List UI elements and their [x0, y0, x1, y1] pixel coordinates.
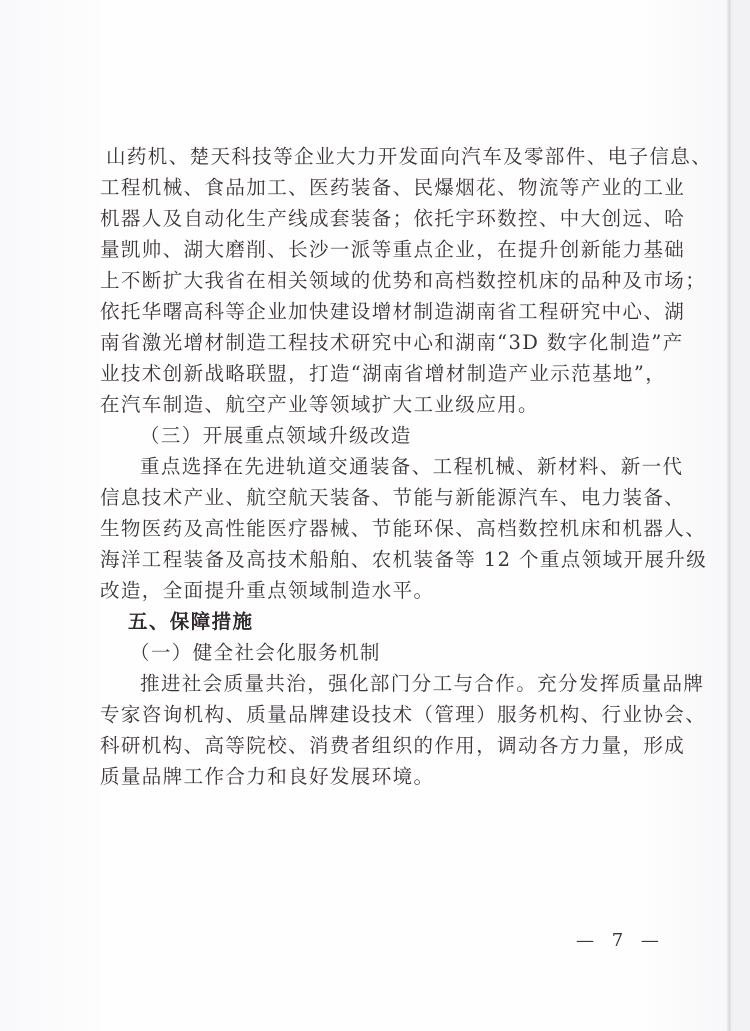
text-line: 海洋工程装备及高技术船舶、农机装备等 12 个重点领域开展升级: [100, 548, 708, 571]
text-line: 工程机械、食品加工、医药装备、民爆烟花、物流等产业的工业: [100, 176, 686, 199]
text-line: 上不断扩大我省在相关领域的优势和高档数控机床的品种及市场；: [100, 269, 707, 292]
text-line: 重点选择在先进轨道交通装备、工程机械、新材料、新一代: [140, 455, 684, 478]
text-line: 推进社会质量共治，强化部门分工与合作。充分发挥质量品牌: [140, 672, 705, 695]
text-line: 质量品牌工作合力和良好发展环境。: [100, 765, 435, 788]
text-line: 山药机、楚天科技等企业大力开发面向汽车及零部件、电子信息、: [106, 145, 713, 168]
text-line: 机器人及自动化生产线成套装备；依托宇环数控、中大创远、哈: [100, 207, 686, 230]
subheading-3: （三）开展重点领域升级改造: [140, 424, 412, 447]
text-line: 生物医药及高性能医疗器械、节能环保、高档数控机床和机器人、: [100, 517, 707, 540]
text-line: 在汽车制造、航空产业等领域扩大工业级应用。: [100, 393, 539, 416]
section-heading: 五、保障措施: [128, 610, 254, 633]
text-line: 南省激光增材制造工程技术研究中心和湖南“3D 数字化制造”产: [100, 331, 684, 354]
document-body: [100, 141, 713, 792]
text-line: 依托华曙高科等企业加快建设增材制造湖南省工程研究中心、湖: [100, 300, 686, 323]
page-edge: [732, 0, 750, 1031]
paragraph-1: [100, 141, 713, 420]
text-line: 信息技术产业、航空航天装备、节能与新能源汽车、电力装备、: [100, 486, 686, 509]
page-number: — 7 —: [576, 930, 665, 951]
paragraph-2: [100, 451, 708, 606]
paragraph-3: [100, 668, 707, 792]
text-line: 量凯帅、湖大磨削、长沙一派等重点企业，在提升创新能力基础: [100, 238, 686, 261]
subheading-1: （一）健全社会化服务机制: [130, 641, 381, 664]
text-line: 科研机构、高等院校、消费者组织的作用，调动各方力量，形成: [100, 734, 686, 757]
text-line: 业技术创新战略联盟，打造“湖南省增材制造产业示范基地”，: [100, 362, 667, 385]
text-line: 专家咨询机构、质量品牌建设技术（管理）服务机构、行业协会、: [100, 703, 707, 726]
text-line: 改造，全面提升重点领域制造水平。: [100, 579, 435, 602]
